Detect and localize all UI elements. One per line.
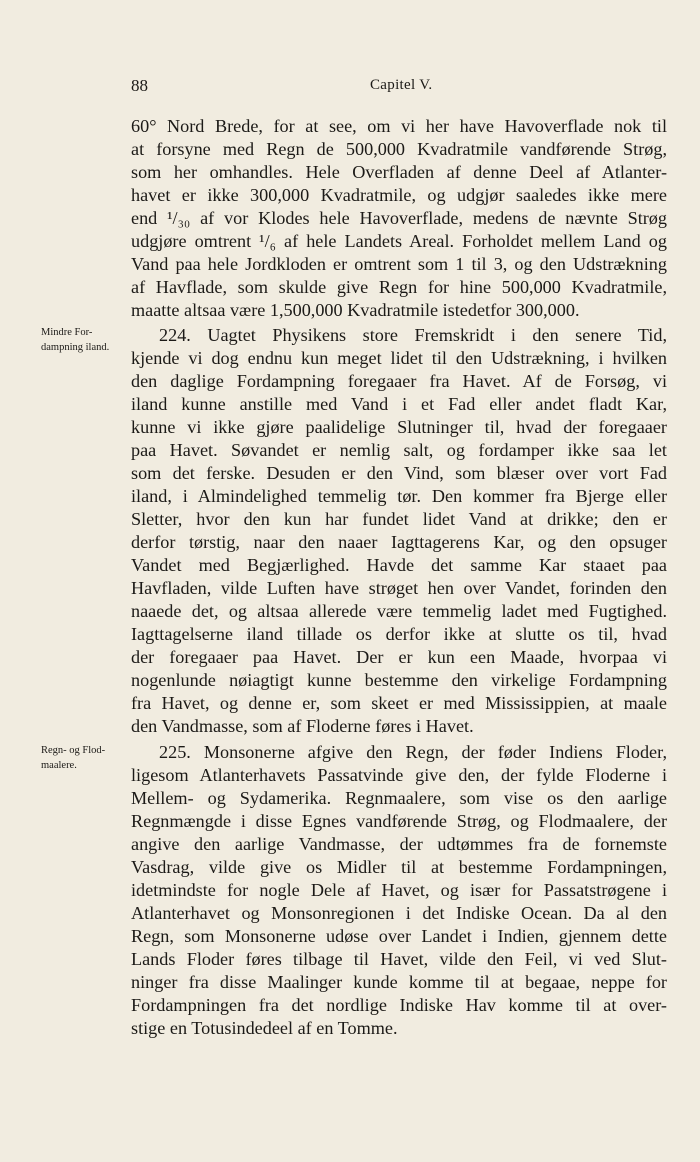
body-text-line: Lands Floder føres tilbage til Havet, vilde den Feil, vi ved Slut- [131, 949, 667, 969]
body-text-line: kunne vi ikke gjøre paalidelige Slutninger til, hvad der foregaaer [131, 417, 667, 437]
margin-note-evaporation-line-2: dampning iland. [41, 342, 110, 353]
body-text-line: angive den aarlige Vandmasse, der udtømmes fra de fornemste [131, 834, 667, 854]
body-text-line: som her omhandles. Hele Overfladen af denne Deel af Atlanter- [131, 162, 667, 182]
body-text-line: nogenlunde nøiagtigt kunne bestemme den virkelige Fordampning [131, 670, 667, 690]
body-text-line: ninger fra disse Maalinger kunde komme til at begaae, neppe for [131, 972, 667, 992]
body-text-line: Regn, som Monsonerne udøse over Landet i Indien, gjennem dette [131, 926, 667, 946]
body-text-line: paa Havet. Søvandet er nemlig salt, og fordamper ikke saa let [131, 440, 667, 460]
margin-note-gauges-line-2: maalere. [41, 760, 77, 771]
body-text-line: stige en Totusindedeel af en Tomme. [131, 1018, 398, 1038]
body-text-line: iland kunne anstille med Vand i et Fad eller andet fladt Kar, [131, 394, 667, 414]
body-text-line: den daglige Fordampning foregaaer fra Havet. Af de Forsøg, vi [131, 371, 667, 391]
body-text-line: naaede det, og altsaa allerede være temmelig ladet med Fugtighed. [131, 601, 667, 621]
paragraph-225-first-line: 225. Monsonerne afgive den Regn, der føder Indiens Floder, [159, 742, 667, 762]
page-number: 88 [131, 76, 148, 95]
body-text-line: udgjøre omtrent ¹/₆ af hele Landets Areal. Forholdet mellem Land og [131, 231, 667, 251]
body-text-line: idetmindste for nogle Dele af Havet, og især for Passatstrøgene i [131, 880, 667, 900]
chapter-title: Capitel V. [370, 77, 433, 93]
body-text-line: Mellem- og Sydamerika. Regnmaalere, som vise os den aarlige [131, 788, 667, 808]
body-text-line: iland, i Almindelighed temmelig tør. Den kommer fra Bjerge eller [131, 486, 667, 506]
body-text-line: 60° Nord Brede, for at see, om vi her have Havoverflade nok til [131, 116, 667, 136]
body-text-line: end ¹/₃₀ af vor Klodes hele Havoverflade, medens de nævnte Strøg [131, 208, 667, 228]
running-header [131, 76, 667, 100]
body-text-line: Fordampningen fra det nordlige Indiske Hav komme til at over- [131, 995, 667, 1015]
body-text-line: Vasdrag, vilde give os Midler til at bestemme Fordampningen, [131, 857, 667, 877]
body-text-line: af Havflade, som skulde give Regn for hine 500,000 Kvadratmile, [131, 277, 667, 297]
body-text-line: Iagttagelserne iland tillade os derfor ikke at slutte os til, hvad [131, 624, 667, 644]
body-text-line: Sletter, hvor den kun har fundet lidet Vand at drikke; den er [131, 509, 667, 529]
body-text-line: Atlanterhavet og Monsonregionen i det Indiske Ocean. Da al den [131, 903, 667, 923]
body-text-line: maatte altsaa være 1,500,000 Kvadratmile istedetfor 300,000. [131, 300, 580, 320]
body-text-line: at forsyne med Regn de 500,000 Kvadratmile vandførende Strøg, [131, 139, 667, 159]
body-text-line: Havfladen, vilde Luften have strøget hen over Vandet, forinden den [131, 578, 667, 598]
body-text-line: der foregaaer paa Havet. Der er kun een Maade, hvorpaa vi [131, 647, 667, 667]
body-text-line: ligesom Atlanterhavets Passatvinde give den, der fylde Floderne i [131, 765, 667, 785]
body-text-line: Vand paa hele Jordkloden er omtrent som 1 til 3, og den Udstrækning [131, 254, 667, 274]
body-text-line: derfor tørstig, naar den naaer Iagttagerens Kar, og den opsuger [131, 532, 667, 552]
body-text-line: havet er ikke 300,000 Kvadratmile, og udgjør saaledes ikke mere [131, 185, 667, 205]
body-text-line: Vandet med Begjærlighed. Havde det samme Kar staaet paa [131, 555, 667, 575]
body-text-line: som det ferske. Desuden er den Vind, som blæser over vort Fad [131, 463, 667, 483]
body-text-line: Regnmængde i disse Egnes vandførende Strøg, og Flodmaalere, der [131, 811, 667, 831]
body-text-line: fra Havet, og denne er, som skeet er med Mississippien, at maale [131, 693, 667, 713]
margin-note-gauges-line-1: Regn- og Flod- [41, 745, 106, 756]
margin-note-evaporation-line-1: Mindre For- [41, 327, 93, 338]
paragraph-224-first-line: 224. Uagtet Physikens store Fremskridt i den senere Tid, [159, 325, 667, 345]
body-text-line: den Vandmasse, som af Floderne føres i Havet. [131, 716, 474, 736]
body-text-line: kjende vi dog endnu kun meget lidet til den Udstrækning, i hvilken [131, 348, 667, 368]
